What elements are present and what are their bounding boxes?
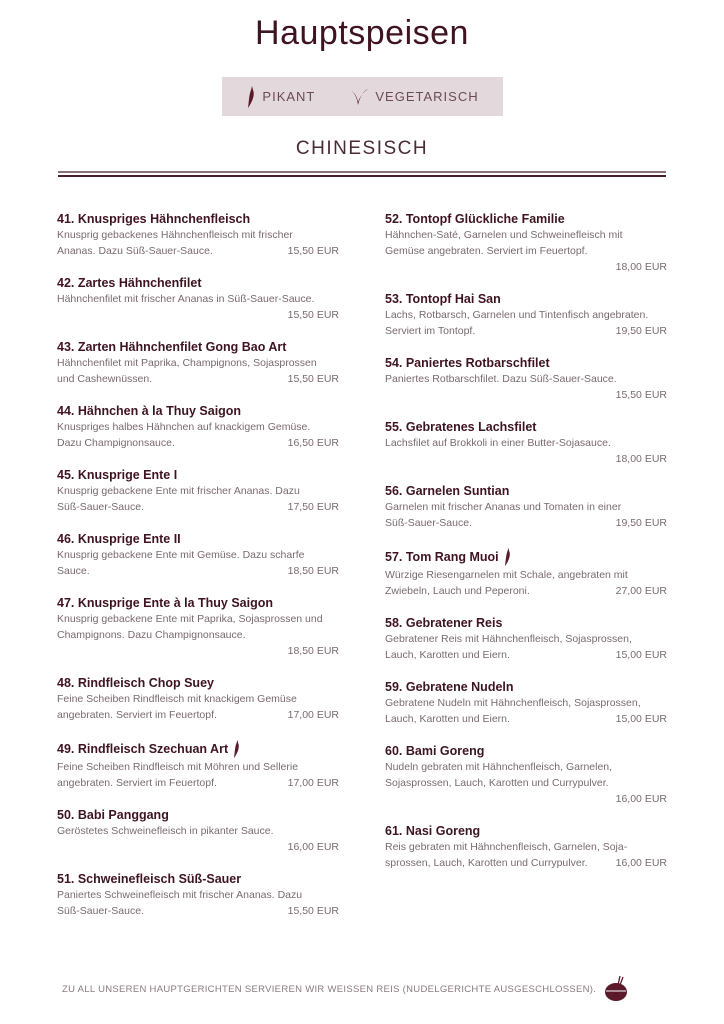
section-heading: CHINESISCH	[295, 138, 429, 159]
menu-item-name: 51. Schweinefleisch Süß-Sauer	[57, 872, 242, 886]
menu-item-description: und Cashewnüssen.	[57, 373, 153, 385]
menu-item-name: 52. Tontopf Glückliche Familie	[385, 212, 565, 226]
menu-item-name: 47. Knusprige Ente à la Thuy Saigon	[57, 596, 274, 610]
menu-item-description: Gebratener Reis mit Hähnchenfleisch, Sojasprossen,	[385, 633, 632, 645]
menu-item-line	[385, 791, 667, 807]
menu-item-line	[57, 371, 339, 387]
menu-item-description: angebraten. Serviert im Feuertopf.	[57, 777, 217, 789]
menu-item-line	[57, 643, 339, 659]
menu-item-price: 15,50 EUR	[287, 309, 339, 321]
menu-item	[385, 547, 667, 599]
menu-item-description: Reis gebraten mit Hähnchenfleisch, Garnelen, Soja-	[385, 841, 628, 853]
menu-item-description: Knusprig gebackenes Hähnchenfleisch mit frischer	[57, 229, 293, 241]
menu-item-price: 19,50 EUR	[615, 517, 667, 529]
menu-item-name: 49. Rindfleisch Szechuan Art	[57, 742, 229, 756]
menu-item-line	[57, 243, 339, 259]
menu-item-description: Knusprig gebackene Ente mit Gemüse. Dazu scharfe	[57, 549, 305, 561]
menu-item-line	[57, 547, 339, 563]
menu-item-heading	[385, 291, 667, 307]
menu-item-price: 15,00 EUR	[615, 713, 667, 725]
menu-item-heading	[57, 871, 339, 887]
menu-item	[385, 419, 667, 467]
menu-item-name: 55. Gebratenes Lachsfilet	[385, 420, 537, 434]
menu-item-line	[57, 887, 339, 903]
menu-item	[57, 275, 339, 323]
menu-item-line	[57, 563, 339, 579]
menu-item-description: Süß-Sauer-Sauce.	[57, 501, 144, 513]
footer-note: ZU ALL UNSEREN HAUPTGERICHTEN SERVIEREN WIR WEISSEN REIS (NUDELGERICHTE AUSGESCHLOSSEN).	[62, 983, 597, 995]
menu-item-name: 44. Hähnchen à la Thuy Saigon	[57, 404, 242, 418]
menu-item-price: 16,00 EUR	[615, 857, 667, 869]
menu-item-price: 15,50 EUR	[287, 905, 339, 917]
menu-item-price: 15,00 EUR	[615, 649, 667, 661]
menu-item-name: 58. Gebratener Reis	[385, 616, 503, 630]
menu-column-left	[57, 211, 339, 935]
menu-item-heading	[385, 547, 667, 567]
menu-item-heading	[385, 743, 667, 759]
menu-item	[385, 211, 667, 275]
menu-item-description: Feine Scheiben Rindfleisch mit Möhren und Sellerie	[57, 761, 299, 773]
menu-item-description: Süß-Sauer-Sauce.	[385, 517, 472, 529]
menu-item-description: Lauch, Karotten und Eiern.	[385, 713, 510, 725]
menu-item-description: Sojasprossen, Lauch, Karotten und Currypulver.	[385, 777, 609, 789]
menu-item-heading	[385, 355, 667, 371]
menu-item-price: 17,00 EUR	[287, 777, 339, 789]
menu-item-line	[385, 695, 667, 711]
menu-item-description: Lauch, Karotten und Eiern.	[385, 649, 510, 661]
menu-item-description: Ananas. Dazu Süß-Sauer-Sauce.	[57, 245, 213, 257]
menu-item-price: 15,50 EUR	[287, 245, 339, 257]
menu-item-description: Lachsfilet auf Brokkoli in einer Butter-Sojasauce.	[385, 437, 611, 449]
menu-item-price: 18,00 EUR	[615, 453, 667, 465]
menu-item-heading	[57, 675, 339, 691]
menu-item-description: sprossen, Lauch, Karotten und Currypulver.	[385, 857, 588, 869]
menu-item-name: 41. Knuspriges Hähnchenfleisch	[57, 212, 251, 226]
menu-item-price: 18,00 EUR	[615, 261, 667, 273]
menu-item	[385, 355, 667, 403]
menu-item-heading	[385, 211, 667, 227]
menu-item-name: 59. Gebratene Nudeln	[385, 680, 514, 694]
menu-item-line	[57, 707, 339, 723]
menu-item-heading	[57, 467, 339, 483]
menu-item	[57, 871, 339, 919]
menu-item-line	[57, 627, 339, 643]
menu-item-description: Serviert im Tontopf.	[385, 325, 476, 337]
menu-item-line	[57, 291, 339, 307]
menu-item-description: Geröstetes Schweinefleisch in pikanter Sauce.	[57, 825, 274, 837]
menu-item-name: 61. Nasi Goreng	[385, 824, 481, 838]
menu-item-line	[385, 567, 667, 583]
menu-item-line	[385, 759, 667, 775]
menu-item-description: Garnelen mit frischer Ananas und Tomaten in einer	[385, 501, 622, 513]
menu-item-heading	[57, 339, 339, 355]
menu-item-description: Champignons. Dazu Champignonsauce.	[57, 629, 246, 641]
chili-icon	[232, 739, 241, 759]
menu-item-line	[57, 499, 339, 515]
menu-item	[57, 531, 339, 579]
menu-item-line	[57, 227, 339, 243]
menu-item-description: Zwiebeln, Lauch und Peperoni.	[385, 585, 530, 597]
rice-bowl-icon	[602, 976, 630, 1002]
menu-item-line	[385, 307, 667, 323]
menu-item-line	[385, 227, 667, 243]
menu-item	[385, 743, 667, 807]
menu-item-line	[385, 387, 667, 403]
menu-item-line	[385, 775, 667, 791]
menu-item-price: 18,50 EUR	[287, 565, 339, 577]
menu-item-description: Paniertes Schweinefleisch mit frischer Ananas. Dazu	[57, 889, 303, 901]
footer	[62, 976, 630, 1002]
menu-item-price: 18,50 EUR	[287, 645, 339, 657]
menu-item-line	[385, 839, 667, 855]
menu-item-description: Lachs, Rotbarsch, Garnelen und Tintenfisch angebraten.	[385, 309, 649, 321]
menu-item-heading	[57, 739, 339, 759]
chili-icon	[503, 547, 512, 567]
menu-item-description: Dazu Champignonsauce.	[57, 437, 175, 449]
menu-item-line	[385, 499, 667, 515]
menu-item	[385, 291, 667, 339]
menu-item-description: Paniertes Rotbarschfilet. Dazu Süß-Sauer-Sauce.	[385, 373, 617, 385]
menu-item-description: Gemüse angebraten. Serviert im Feuertopf.	[385, 245, 588, 257]
menu-item-name: 56. Garnelen Suntian	[385, 484, 510, 498]
menu-item	[57, 807, 339, 855]
legend-spicy	[246, 85, 315, 109]
menu-item-line	[385, 451, 667, 467]
menu-item-heading	[57, 403, 339, 419]
menu-item-price: 16,00 EUR	[615, 793, 667, 805]
menu-item-price: 15,50 EUR	[615, 389, 667, 401]
menu-item-line	[385, 647, 667, 663]
menu-item-description: Würzige Riesengarnelen mit Schale, angebraten mit	[385, 569, 628, 581]
menu-item-line	[385, 259, 667, 275]
menu-item	[57, 675, 339, 723]
menu-item-line	[57, 903, 339, 919]
divider	[58, 175, 666, 177]
menu-item-description: Süß-Sauer-Sauce.	[57, 905, 144, 917]
menu-item-description: Hähnchenfilet mit frischer Ananas in Süß-Sauer-Sauce.	[57, 293, 315, 305]
legend-vegetarian-label: VEGETARISCH	[375, 89, 479, 104]
menu-item-line	[57, 839, 339, 855]
menu-item-line	[57, 823, 339, 839]
menu-item-line	[385, 371, 667, 387]
menu-item-heading	[385, 615, 667, 631]
menu-item-line	[57, 611, 339, 627]
menu-item-name: 57. Tom Rang Muoi	[385, 550, 499, 564]
menu-item	[57, 211, 339, 259]
menu-item	[385, 823, 667, 871]
menu-item-name: 50. Babi Panggang	[57, 808, 169, 822]
menu-item-line	[385, 711, 667, 727]
menu-item	[57, 339, 339, 387]
menu-item-description: Hähnchen-Saté, Garnelen und Schweinefleisch mit	[385, 229, 623, 241]
menu-item-price: 19,50 EUR	[615, 325, 667, 337]
menu-item-name: 53. Tontopf Hai San	[385, 292, 501, 306]
menu-item-line	[385, 583, 667, 599]
menu-item-name: 54. Paniertes Rotbarschfilet	[385, 356, 550, 370]
menu-item-name: 42. Zartes Hähnchenfilet	[57, 276, 202, 290]
menu-item-price: 16,00 EUR	[287, 841, 339, 853]
menu-item-name: 46. Knusprige Ente II	[57, 532, 181, 546]
menu-item-name: 43. Zarten Hähnchenfilet Gong Bao Art	[57, 340, 287, 354]
menu-item-description: Hähnchenfilet mit Paprika, Champignons, Sojasprossen	[57, 357, 317, 369]
menu-item	[57, 739, 339, 791]
menu-item-line	[57, 775, 339, 791]
menu-item-line	[385, 243, 667, 259]
menu-item-description: Knuspriges halbes Hähnchen auf knackigem Gemüse.	[57, 421, 311, 433]
menu-item-description: Sauce.	[57, 565, 90, 577]
menu-item-description: Knusprig gebackene Ente mit frischer Ananas. Dazu	[57, 485, 300, 497]
leaf-icon	[349, 88, 369, 106]
menu-item-description: Nudeln gebraten mit Hähnchenfleisch, Garnelen,	[385, 761, 613, 773]
legend-vegetarian	[349, 88, 478, 106]
menu-item	[57, 403, 339, 451]
menu-item-line	[385, 323, 667, 339]
menu-item	[385, 679, 667, 727]
menu-item-heading	[57, 531, 339, 547]
menu-item-line	[57, 435, 339, 451]
menu-item-heading	[385, 679, 667, 695]
menu-item-heading	[385, 419, 667, 435]
divider	[58, 171, 666, 173]
menu-item	[385, 615, 667, 663]
menu-item-price: 17,50 EUR	[287, 501, 339, 513]
menu-item-line	[57, 483, 339, 499]
menu-item-heading	[385, 823, 667, 839]
page-title: Hauptspeisen	[255, 14, 469, 52]
menu-item-description: Knusprig gebackene Ente mit Paprika, Sojasprossen und	[57, 613, 323, 625]
menu-item-price: 27,00 EUR	[615, 585, 667, 597]
menu-item-heading	[385, 483, 667, 499]
menu-item-heading	[57, 275, 339, 291]
menu-item-heading	[57, 211, 339, 227]
chili-icon	[246, 85, 256, 109]
menu-item-description: Gebratene Nudeln mit Hähnchenfleisch, Sojasprossen,	[385, 697, 641, 709]
menu-item-line	[385, 435, 667, 451]
menu-item-name: 45. Knusprige Ente I	[57, 468, 178, 482]
legend	[222, 77, 503, 116]
menu-item-description: Feine Scheiben Rindfleisch mit knackigem Gemüse	[57, 693, 297, 705]
menu-item-description: angebraten. Serviert im Feuertopf.	[57, 709, 217, 721]
menu-item-line	[57, 307, 339, 323]
menu-item-price: 16,50 EUR	[287, 437, 339, 449]
menu-item-line	[385, 855, 667, 871]
menu-item-line	[385, 515, 667, 531]
menu-item-line	[57, 419, 339, 435]
menu-item-line	[57, 355, 339, 371]
menu-item-heading	[57, 595, 339, 611]
menu-item-heading	[57, 807, 339, 823]
menu-item-line	[385, 631, 667, 647]
menu-item	[57, 467, 339, 515]
legend-spicy-label: PIKANT	[262, 89, 316, 104]
menu-item-name: 48. Rindfleisch Chop Suey	[57, 676, 214, 690]
menu-item	[57, 595, 339, 659]
menu-column-right	[385, 211, 667, 887]
menu-item-line	[57, 759, 339, 775]
menu-item-name: 60. Bami Goreng	[385, 744, 485, 758]
menu-item-price: 15,50 EUR	[287, 373, 339, 385]
menu-item	[385, 483, 667, 531]
menu-item-price: 17,00 EUR	[287, 709, 339, 721]
menu-item-line	[57, 691, 339, 707]
